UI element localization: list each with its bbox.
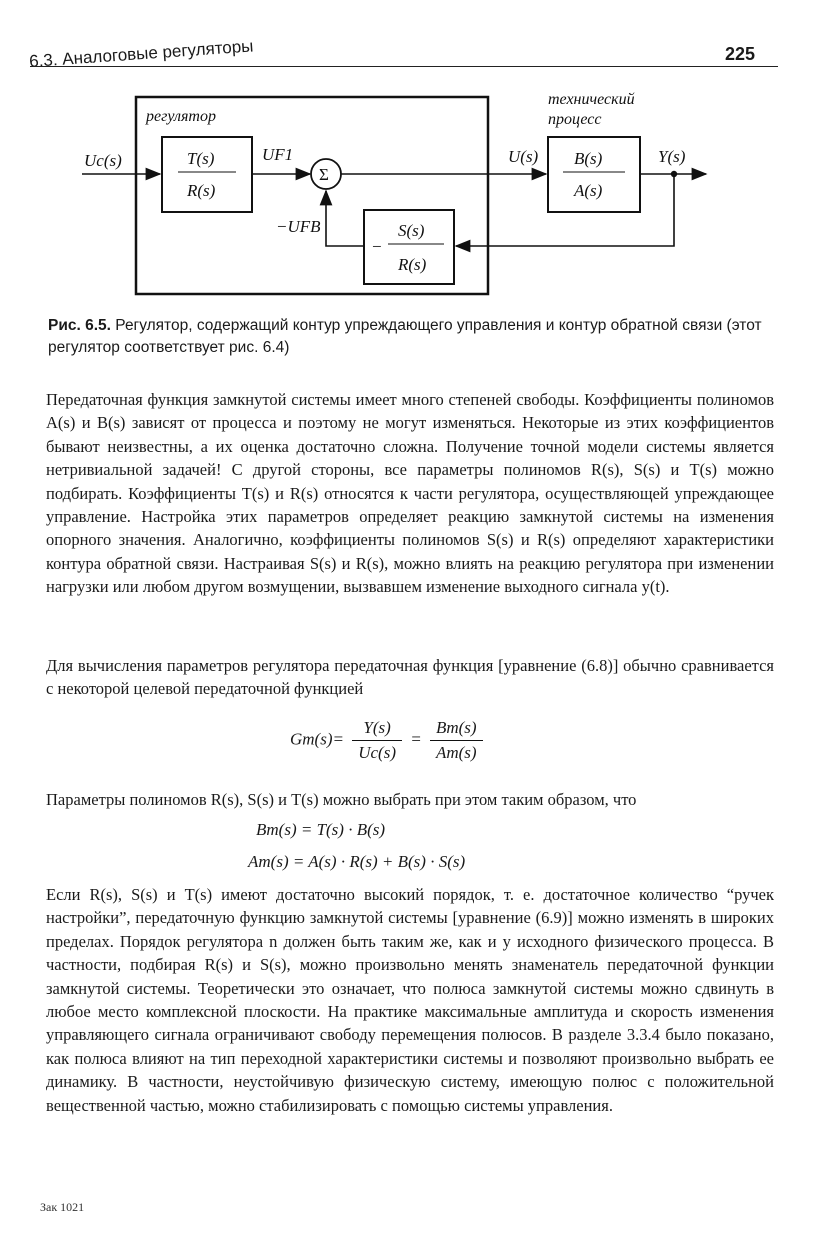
figure-caption-label: Рис. 6.5. <box>48 317 111 334</box>
minus-ufb-label: −UFB <box>276 217 321 236</box>
uf1-label: UF1 <box>262 145 294 164</box>
block-B-den: A(s) <box>574 181 603 200</box>
u-signal-label: U(s) <box>508 147 539 166</box>
block-S-den: R(s) <box>398 255 427 274</box>
formula-gm-frac1-den: Uc(s) <box>358 743 396 762</box>
formula-gm-frac2-num: Bm(s) <box>430 718 483 741</box>
block-T-den: R(s) <box>187 181 216 200</box>
formula-gm-lhs: Gm(s)= <box>290 729 344 749</box>
paragraph-1: Передаточная функция замкнутой системы имеет много степеней свободы. Коэффициенты полиномов A(s) и B(s) зависят от процесса и поэтому не могут изменяться. Некоторые из этих коэффициентов бывают неизвестны, а их оценка достаточно сложна. Получение точной модели системы является нетривиальной задачей! С другой стороны, все параметры полиномов R(s), S(s) и T(s) можно подбирать. Коэффициенты T(s) и R(s) относятся к части регулятора, осуществляющей упреждающее управление. Настройка этих параметров определяет реакцию замкнутой системы на изменения опорного значения. Аналогично, коэффициенты полиномов S(s) и R(s) определяют характеристики контура обратной связи. Настраивая S(s) и R(s), можно влиять на реакцию регулятора при изменении нагрузки или любом другом возмущении, вызвавшем изменение выходного сигнала y(t). <box>46 390 774 597</box>
footer-note: Зак 1021 <box>40 1200 85 1214</box>
sum-symbol: Σ <box>319 165 329 184</box>
formula-gm-frac1-num: Y(s) <box>352 718 402 741</box>
block-S-num: S(s) <box>398 221 425 240</box>
formula-gm-frac2 <box>430 718 483 763</box>
page-number: 225 <box>725 44 756 64</box>
input-signal-label: Uc(s) <box>84 151 122 170</box>
formula-am: Am(s) = A(s) · R(s) + B(s) · S(s) <box>248 852 466 871</box>
paragraph-2: Для вычисления параметров регулятора передаточная функция [уравнение (6.8)] обычно сравнивается с некоторой целевой передаточной функцией <box>46 656 774 699</box>
block-T-num: T(s) <box>187 149 215 168</box>
formula-gm-frac2-den: Am(s) <box>435 743 477 762</box>
block-diagram <box>0 0 818 310</box>
block-S-sign: − <box>372 237 382 256</box>
block-B-num: B(s) <box>574 149 603 168</box>
figure-caption-text: Регулятор, содержащий контур упреждающего управления и контур обратной связи (этот регулятор соответствует рис. 6.4) <box>48 317 762 356</box>
controller-label: регулятор <box>146 108 216 125</box>
output-signal-label: Y(s) <box>658 147 686 166</box>
process-label-2: процесс <box>548 111 602 128</box>
formula-gm <box>290 718 487 763</box>
process-label-1: технический <box>548 91 635 108</box>
section-title: 6.3. Аналоговые регуляторы <box>28 36 255 72</box>
formula-gm-eq: = <box>410 729 422 749</box>
paragraph-3: Параметры полиномов R(s), S(s) и T(s) можно выбрать при этом таким образом, что <box>46 790 637 809</box>
figure-caption <box>48 315 770 359</box>
formula-bm: Bm(s) = T(s) · B(s) <box>256 820 386 839</box>
formula-gm-frac1 <box>352 718 402 763</box>
ufb-line <box>326 191 364 246</box>
paragraph-4: Если R(s), S(s) и T(s) имеют достаточно высокий порядок, т. е. достаточное количество “ручек настройки”, передаточную функцию замкнутой системы [уравнение (6.9)] можно изменять в широких пределах. Порядок регулятора n должен быть таким же, как и у исходного физического процесса. В частности, подбирая R(s) и S(s), можно произвольно менять знаменатель передаточной функции замкнутой системы. Теоретически это означает, что полюса замкнутой системы можно сдвинуть в любое место комплексной плоскости. На практике максимальные амплитуда и скорость изменения управляющего сигнала ограничивают свободу перемещения полюсов. В разделе 3.3.4 было показано, как полюса влияют на тип переходной характеристики системы и позволяют произвольно выбрать ее динамику. В частности, неустойчивую физическую систему, имеющую полюс с положительной вещественной частью, можно стабилизировать с помощью системы управления. <box>46 885 774 1115</box>
